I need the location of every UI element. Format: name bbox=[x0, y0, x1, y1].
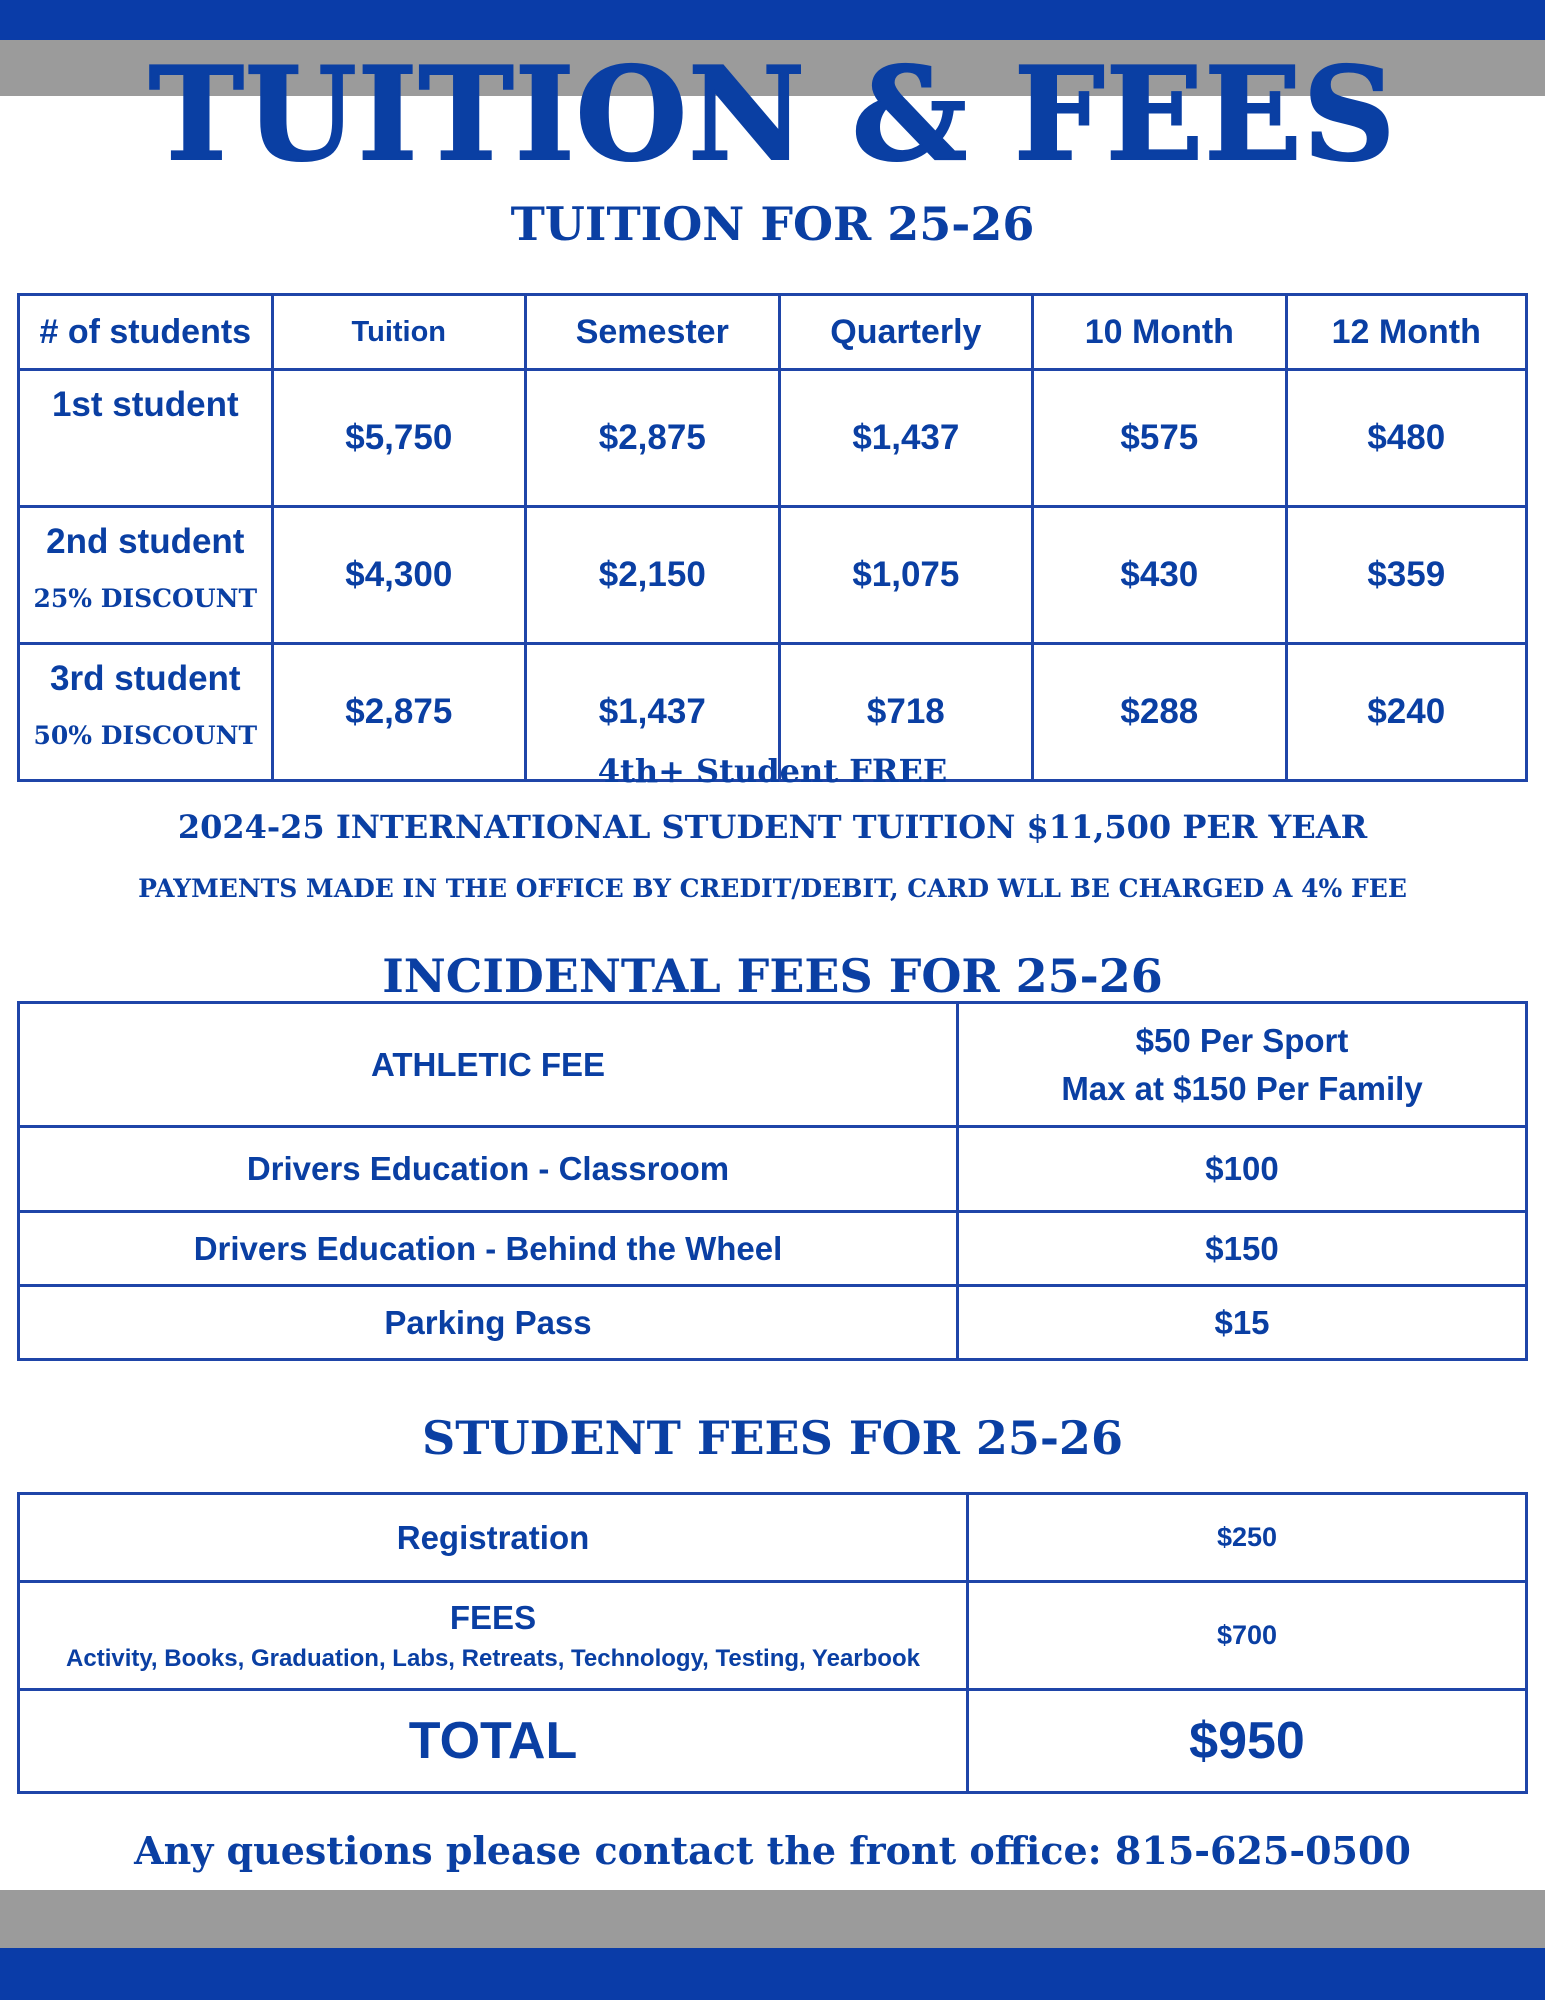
table-row bbox=[19, 1286, 1527, 1360]
fees-amount: $700 bbox=[968, 1582, 1527, 1690]
student-label-cell bbox=[19, 370, 273, 507]
header-tuition: Tuition bbox=[272, 295, 525, 370]
fee-item-cell: ATHLETIC FEE bbox=[19, 1003, 958, 1127]
total-label: TOTAL bbox=[19, 1690, 968, 1793]
table-row bbox=[19, 1003, 1527, 1127]
fee-item-cell: Parking Pass bbox=[19, 1286, 958, 1360]
top-blue-band bbox=[0, 0, 1545, 40]
discount-label: 25% DISCOUNT bbox=[33, 584, 258, 613]
page-title: TUITION & FEES bbox=[148, 40, 1397, 190]
bottom-gray-band bbox=[0, 1890, 1545, 1948]
fee-amount-cell: $100 bbox=[958, 1127, 1527, 1212]
fee-amount-line: Max at $150 Per Family bbox=[1061, 1069, 1423, 1107]
table-row bbox=[19, 507, 1527, 644]
fees-cell bbox=[19, 1582, 968, 1690]
discount-label: 50% DISCOUNT bbox=[33, 721, 258, 750]
student-label: 1st student bbox=[51, 385, 239, 424]
student-fees-table bbox=[17, 1492, 1528, 1794]
table-row bbox=[19, 1690, 1527, 1793]
semester-cell: $2,150 bbox=[525, 507, 779, 644]
incidental-fees-title: INCIDENTAL FEES FOR 25-26 bbox=[382, 949, 1163, 1003]
fourth-student-note: 4th+ Student FREE bbox=[597, 752, 948, 790]
tuition-cell: $2,875 bbox=[272, 644, 525, 781]
tuition-cell: $5,750 bbox=[272, 370, 525, 507]
ten-month-cell: $575 bbox=[1033, 370, 1286, 507]
registration-amount: $250 bbox=[968, 1494, 1527, 1582]
semester-cell: $2,875 bbox=[525, 370, 779, 507]
ten-month-cell: $430 bbox=[1033, 507, 1286, 644]
table-row bbox=[19, 1494, 1527, 1582]
fee-item-cell: Drivers Education - Classroom bbox=[19, 1127, 958, 1212]
table-row bbox=[19, 1212, 1527, 1286]
payment-fee-note: PAYMENTS MADE IN THE OFFICE BY CREDIT/DEBIT, CARD WLL BE CHARGED A 4% FEE bbox=[138, 874, 1407, 903]
quarterly-cell: $1,075 bbox=[779, 507, 1033, 644]
twelve-month-cell: $480 bbox=[1286, 370, 1526, 507]
international-tuition-note: 2024-25 INTERNATIONAL STUDENT TUITION $11,500 PER YEAR bbox=[177, 808, 1368, 846]
total-amount: $950 bbox=[968, 1690, 1527, 1793]
table-row bbox=[19, 1582, 1527, 1690]
tuition-cell: $4,300 bbox=[272, 507, 525, 644]
header-num-students: # of students bbox=[19, 295, 273, 370]
fee-amount-cell: $15 bbox=[958, 1286, 1527, 1360]
student-label-cell bbox=[19, 507, 273, 644]
student-fees-title: STUDENT FEES FOR 25-26 bbox=[422, 1411, 1123, 1465]
bottom-blue-band bbox=[0, 1948, 1545, 2000]
fee-amount-cell bbox=[958, 1003, 1527, 1127]
table-row bbox=[19, 1127, 1527, 1212]
header-semester: Semester bbox=[525, 295, 779, 370]
ten-month-cell: $288 bbox=[1033, 644, 1286, 781]
quarterly-cell: $1,437 bbox=[779, 370, 1033, 507]
student-label: 2nd student bbox=[46, 522, 245, 561]
tuition-table bbox=[17, 293, 1528, 782]
twelve-month-cell: $359 bbox=[1286, 507, 1526, 644]
header-10-month: 10 Month bbox=[1033, 295, 1286, 370]
table-row bbox=[19, 370, 1527, 507]
incidental-fees-table bbox=[17, 1001, 1528, 1361]
fees-label: FEES bbox=[449, 1598, 537, 1636]
quarterly-cell: $718 bbox=[779, 644, 1033, 781]
header-quarterly: Quarterly bbox=[779, 295, 1033, 370]
tuition-header-row bbox=[19, 295, 1527, 370]
twelve-month-cell: $240 bbox=[1286, 644, 1526, 781]
fee-item-cell: Drivers Education - Behind the Wheel bbox=[19, 1212, 958, 1286]
fee-amount-cell: $150 bbox=[958, 1212, 1527, 1286]
student-label: 3rd student bbox=[50, 659, 241, 698]
registration-label: Registration bbox=[19, 1494, 968, 1582]
header-12-month: 12 Month bbox=[1286, 295, 1526, 370]
contact-line: Any questions please contact the front office: 815-625-0500 bbox=[134, 1828, 1411, 1873]
tuition-subtitle: TUITION FOR 25-26 bbox=[510, 197, 1035, 251]
fees-items: Activity, Books, Graduation, Labs, Retreats, Technology, Testing, Yearbook bbox=[66, 1644, 920, 1672]
fee-amount-line: $50 Per Sport bbox=[1135, 1021, 1349, 1059]
semester-cell: $1,437 bbox=[525, 644, 779, 781]
